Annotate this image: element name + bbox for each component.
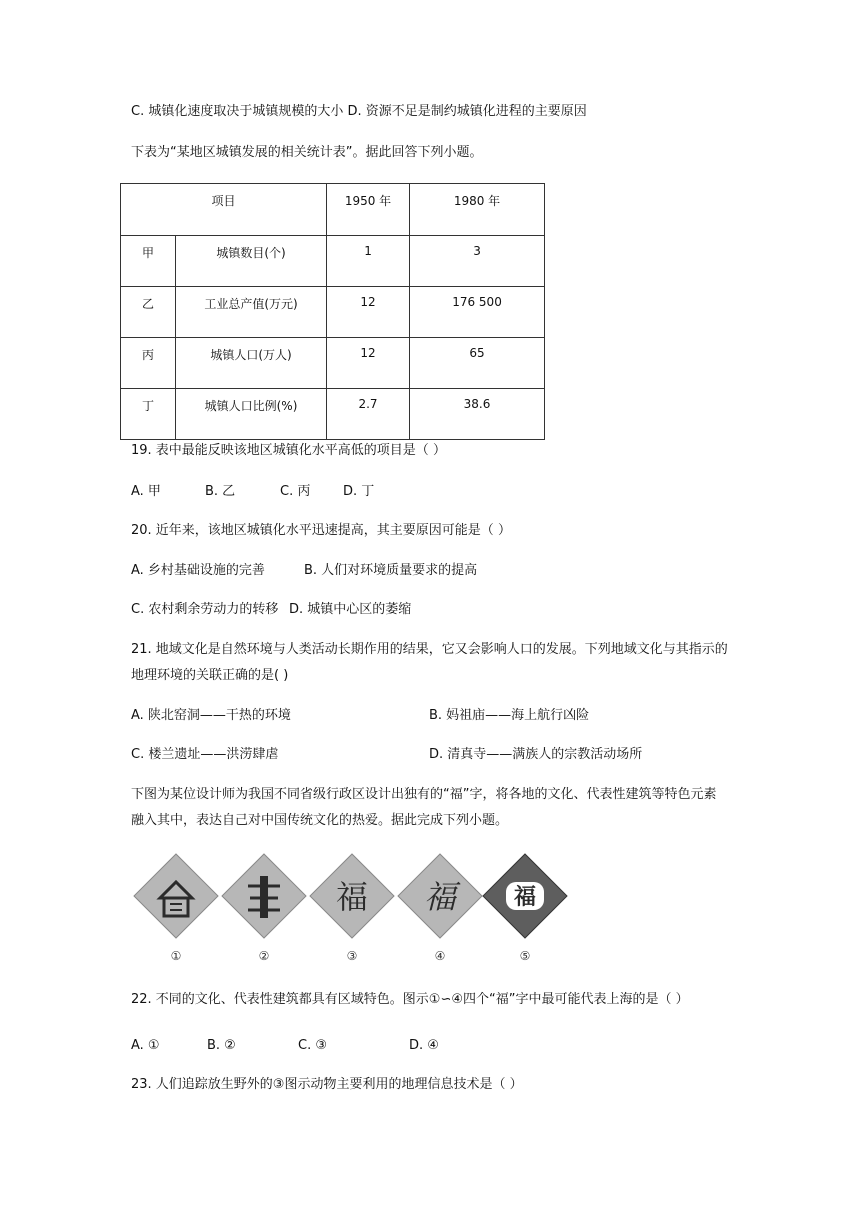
- row-1950: 1: [327, 236, 410, 287]
- q19-option-b: B. 乙: [205, 484, 236, 499]
- q22-option-b: B. ②: [207, 1038, 236, 1053]
- fu-tile-4: [398, 854, 482, 962]
- row-name: 城镇人口比例(%): [176, 389, 327, 440]
- tile-diamond-1: [134, 854, 218, 938]
- q19-option-d: D. 丁: [343, 484, 375, 499]
- table-intro: 下表为“某地区城镇发展的相关统计表”。据此回答下列小题。: [131, 145, 483, 160]
- table-header-row: [121, 184, 545, 236]
- q21-option-a: A. 陕北窑洞——干热的环境: [131, 708, 291, 723]
- q22-option-c: C. ③: [298, 1038, 327, 1053]
- q22-option-d: D. ④: [409, 1038, 439, 1053]
- figure-intro-line-2: 融入其中，表达自己对中国传统文化的热爱。据此完成下列小题。: [131, 813, 509, 828]
- row-1980: 38.6: [410, 389, 545, 440]
- row-name: 城镇人口(万人): [176, 338, 327, 389]
- q20-option-a: A. 乡村基础设施的完善: [131, 563, 265, 578]
- table-row: [121, 287, 545, 338]
- option-line-c-d: C. 城镇化速度取决于城镇规模的大小 D. 资源不足是制约城镇化进程的主要原因: [131, 104, 587, 119]
- question-23: 23. 人们追踪放生野外的③图示动物主要利用的地理信息技术是（ ）: [131, 1077, 523, 1092]
- q21-option-b: B. 妈祖庙——海上航行凶险: [429, 708, 590, 723]
- tile-label-4: ④: [434, 949, 446, 962]
- header-1980: 1980 年: [410, 184, 545, 236]
- row-1980: 176 500: [410, 287, 545, 338]
- fu-glyph-4: 福: [423, 878, 457, 916]
- fu-character-figure: [132, 852, 572, 962]
- q21-option-c: C. 楼兰遗址——洪涝肆虐: [131, 747, 279, 762]
- question-21-line-1: 21. 地域文化是自然环境与人类活动长期作用的结果，它又会影响人口的发展。下列地域文化与其指示的: [131, 642, 728, 657]
- row-1950: 12: [327, 338, 410, 389]
- fu-tile-2: [222, 854, 306, 962]
- question-20: 20. 近年来，该地区城镇化水平迅速提高，其主要原因可能是（ ）: [131, 523, 511, 538]
- q20-option-c: C. 农村剩余劳动力的转移: [131, 602, 279, 617]
- q22-option-a: A. ①: [131, 1038, 160, 1053]
- question-22: 22. 不同的文化、代表性建筑都具有区域特色。图示①∽④四个“福”字中最可能代表上海的是（ ）: [131, 992, 689, 1007]
- row-code: 丁: [121, 389, 176, 440]
- tile-label-3: ③: [346, 949, 358, 962]
- row-1950: 12: [327, 287, 410, 338]
- figure-intro-line-1: 下图为某位设计师为我国不同省级行政区设计出独有的“福”字，将各地的文化、代表性建筑等特色元素: [131, 787, 717, 802]
- table-row: [121, 338, 545, 389]
- fu-tile-3: [310, 854, 394, 962]
- q19-option-c: C. 丙: [280, 484, 311, 499]
- table-row: [121, 389, 545, 440]
- q20-option-d: D. 城镇中心区的萎缩: [289, 602, 412, 617]
- row-1980: 3: [410, 236, 545, 287]
- tile-label-1: ①: [170, 949, 182, 962]
- fu-tiles-svg: [132, 852, 572, 962]
- row-code: 乙: [121, 287, 176, 338]
- fu-tile-5: [483, 854, 567, 962]
- header-1950: 1950 年: [327, 184, 410, 236]
- fu-glyph-3: 福: [335, 878, 369, 916]
- row-1980: 65: [410, 338, 545, 389]
- fu-glyph-5: 福: [513, 885, 537, 910]
- q19-option-a: A. 甲: [131, 484, 161, 499]
- tile-label-2: ②: [258, 949, 270, 962]
- statistics-table: [120, 183, 545, 440]
- question-21-line-2: 地理环境的关联正确的是( ): [131, 668, 289, 683]
- q20-option-b: B. 人们对环境质量要求的提高: [304, 563, 478, 578]
- fu-tile-1: [134, 854, 218, 962]
- row-name: 工业总产值(万元): [176, 287, 327, 338]
- row-code: 甲: [121, 236, 176, 287]
- row-name: 城镇数目(个): [176, 236, 327, 287]
- q21-option-d: D. 清真寺——满族人的宗教活动场所: [429, 747, 643, 762]
- row-code: 丙: [121, 338, 176, 389]
- tile-label-5: ⑤: [519, 949, 531, 962]
- row-1950: 2.7: [327, 389, 410, 440]
- table-row: [121, 236, 545, 287]
- header-item: 项目: [121, 184, 327, 236]
- question-19: 19. 表中最能反映该地区城镇化水平高低的项目是（ ）: [131, 443, 446, 458]
